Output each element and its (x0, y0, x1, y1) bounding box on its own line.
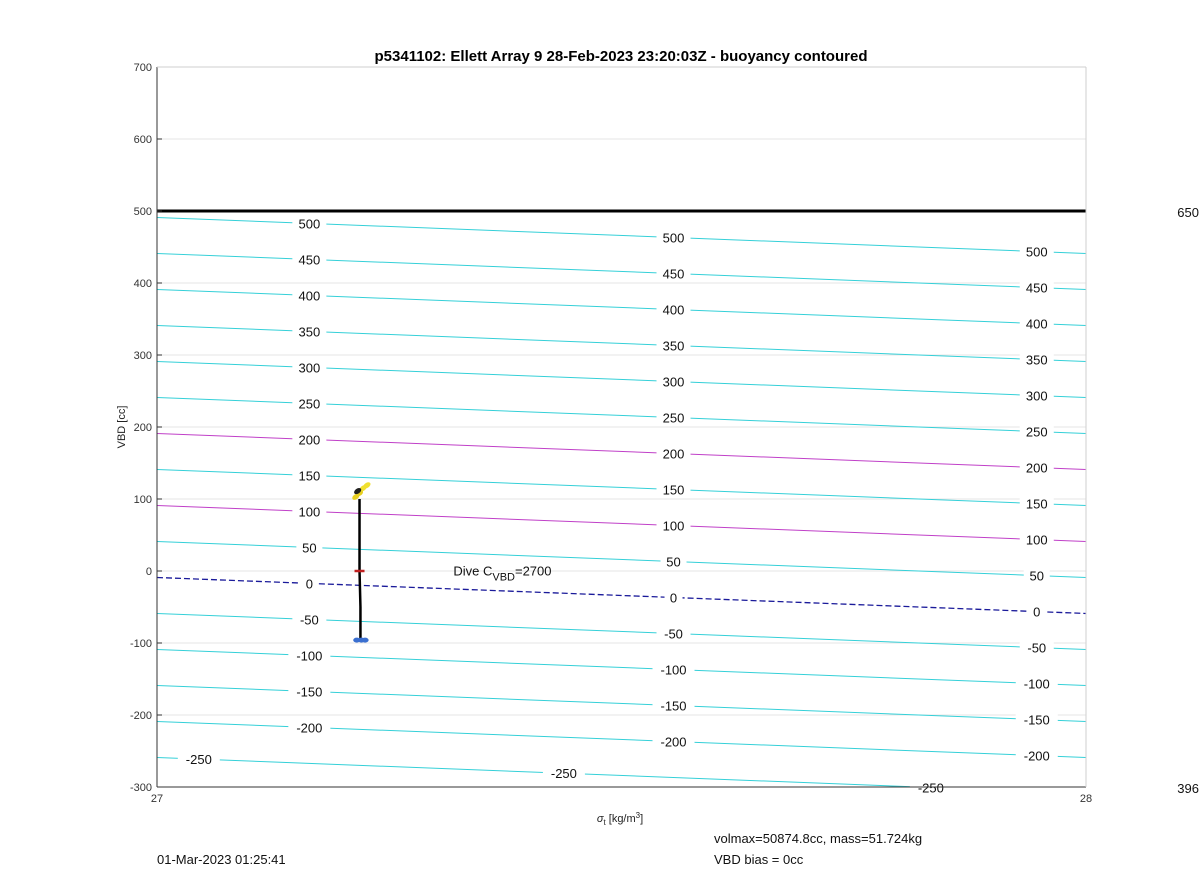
contour-label: 100 (662, 518, 685, 534)
y-tick-label: 100 (133, 494, 152, 506)
x-axis-label-units: [kg/m (605, 813, 636, 825)
timestamp: 01-Mar-2023 01:25:41 (157, 852, 286, 867)
vbd-bias-text: VBD bias = 0cc (714, 852, 804, 867)
x-axis-label-close: ] (640, 813, 644, 825)
contour-label: 150 (298, 468, 321, 484)
contour-label: 50 (1029, 568, 1044, 584)
contour-label: 450 (298, 252, 321, 268)
contour-label: -50 (299, 612, 319, 628)
contour-label: 0 (305, 576, 313, 592)
contour-label: 0 (669, 590, 678, 606)
y-tick-label: 500 (133, 206, 152, 218)
contour-label: 400 (298, 288, 321, 304)
right-side-label: 650 (1177, 205, 1199, 220)
chart-title: p5341102: Ellett Array 9 28-Feb-2023 23:20:03Z - buoyancy contoured (374, 48, 868, 65)
contour-label: -200 (1023, 748, 1050, 764)
contour-label: 200 (298, 432, 321, 448)
contour-label: 500 (298, 216, 321, 232)
contour-label: 300 (1025, 388, 1048, 404)
contour-label: 100 (1025, 532, 1048, 548)
contour-label: 250 (298, 396, 321, 412)
contour-label: 450 (1025, 280, 1048, 296)
x-axis-label-subscript: t (603, 818, 606, 827)
contour-label: 0 (1033, 604, 1041, 620)
contour-label: 150 (662, 482, 685, 498)
right-side-label: 396 (1177, 781, 1199, 796)
contour-label: -100 (660, 662, 687, 678)
y-tick-label: 400 (133, 278, 152, 290)
contour-label: 50 (666, 554, 681, 570)
x-axis-label-superscript: 3 (635, 811, 641, 820)
contour-label: -150 (296, 684, 323, 700)
contour-label: 250 (662, 410, 685, 426)
x-axis-label-symbol: σ (596, 813, 604, 825)
contour-label: 400 (1025, 316, 1048, 332)
contour-label: 300 (298, 360, 321, 376)
contour-label: 350 (662, 338, 685, 354)
contour-label: -150 (1023, 712, 1050, 728)
annotation-text: Dive C (453, 563, 493, 579)
annotation-value: =2700 (514, 563, 552, 579)
contour-label: 200 (662, 446, 685, 462)
contour-label: -50 (664, 626, 683, 642)
contour-label: -100 (296, 648, 323, 664)
contour-label: -200 (296, 720, 323, 736)
x-axis-label (597, 811, 643, 827)
contour-label: -250 (185, 752, 212, 768)
y-tick-label: -100 (129, 638, 152, 650)
contour-label: 400 (662, 302, 685, 318)
contour-label: -250 (550, 766, 577, 782)
contour-label: 350 (298, 324, 321, 340)
contour-label: -250 (917, 780, 944, 796)
y-tick-label: 200 (133, 422, 152, 434)
contour-label: 450 (662, 266, 685, 282)
contour-label: -150 (660, 698, 687, 714)
annotation-subscript: VBD (492, 571, 515, 584)
y-tick-label: 300 (133, 350, 152, 362)
y-tick-label: 0 (145, 566, 152, 578)
dive-trace-line (360, 499, 361, 640)
x-tick-label: 27 (150, 793, 164, 805)
contour-label: 500 (662, 230, 685, 246)
x-tick-label: 28 (1079, 793, 1093, 805)
y-tick-label: -200 (129, 710, 152, 722)
contour-label: -200 (660, 734, 687, 750)
contour-label: 50 (302, 540, 317, 556)
bottom-point (362, 638, 369, 643)
contour-label: -50 (1027, 640, 1047, 656)
y-tick-label: 600 (133, 134, 152, 146)
contour-label: -100 (1023, 676, 1050, 692)
contour-label: 100 (298, 504, 321, 520)
volmax-mass-text: volmax=50874.8cc, mass=51.724kg (714, 831, 923, 846)
contour-label: 500 (1025, 244, 1048, 260)
contour-label: 350 (1025, 352, 1048, 368)
contour-label: 250 (1025, 424, 1048, 440)
y-axis-label: VBD [cc] (116, 405, 128, 449)
contour-label: 300 (662, 374, 685, 390)
contour-label: 150 (1025, 496, 1048, 512)
y-tick-label: 700 (133, 62, 152, 74)
y-tick-label: -300 (129, 782, 152, 794)
contour-label: 200 (1025, 460, 1048, 476)
